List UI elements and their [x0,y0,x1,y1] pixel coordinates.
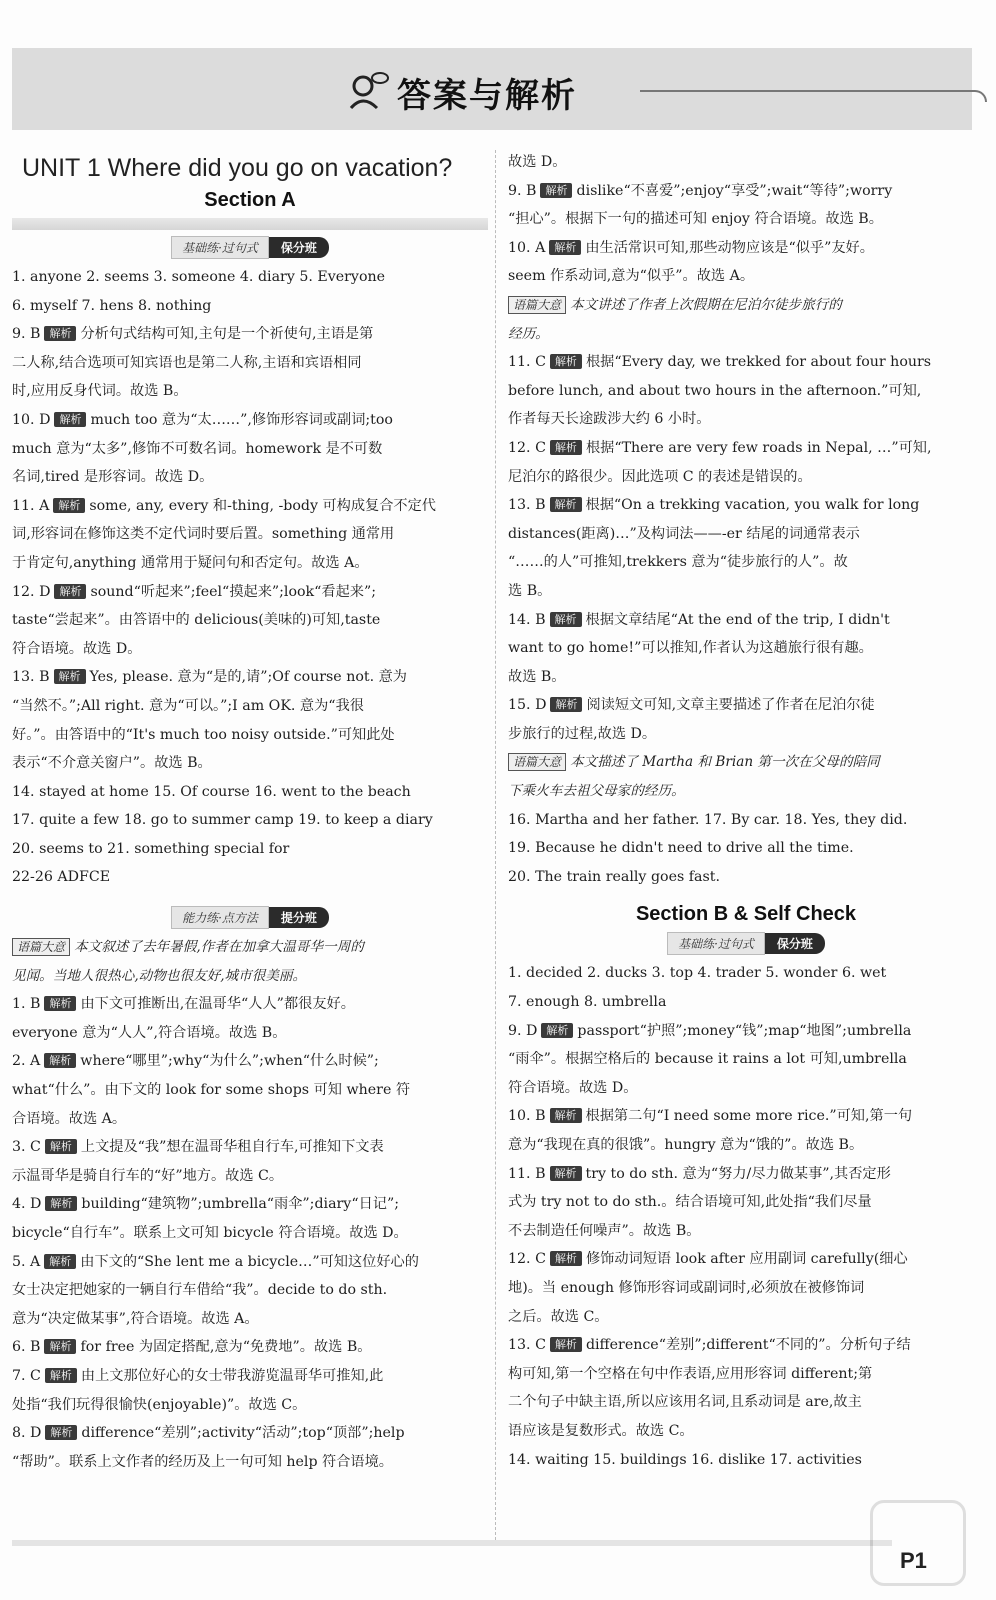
explanation-text: “帮助”。联系上文作者的经历及上一句可知 help 符合语境。 [12,1453,393,1470]
analysis-badge: 解析 [550,612,582,627]
explanation-text: 于肯定句,anything 通常用于疑问句和否定句。故选 A。 [12,554,369,571]
question-number: 6. B [12,1339,41,1356]
explanation-line [508,1217,984,1246]
explanation-text: much 意为“太多”,修饰不可数名词。homework 是不可数 [12,440,383,457]
answer-line: 7. enough 8. umbrella [508,994,667,1011]
explanation-line [12,1190,488,1219]
explanation-line [12,692,488,721]
explanation-line [508,1331,984,1360]
explanation-text: 根据第二句“I need some more rice.”可知,第一句 [585,1108,913,1125]
explanation-line [12,1248,488,1277]
explanation-line [508,177,984,206]
explanation-text: 步旅行的过程,故选 D。 [508,725,657,742]
answer-line: 1. decided 2. ducks 3. top 4. trader 5. wonder 6. wet [508,965,887,982]
question-number: 4. D [12,1196,42,1213]
explanation-text: 根据“Every day, we trekked for about four hours [585,354,932,371]
explanation-line [508,1274,984,1303]
explanation-block [12,990,488,1476]
explanation-text: 处指“我们玩得很愉快(enjoyable)”。故选 C。 [12,1396,307,1413]
explanation-text: 时,应用反身代词。故选 B。 [12,383,188,400]
explanation-line [12,749,488,778]
explanation-block [508,148,984,291]
left-column [12,148,488,1476]
question-number: 12. D [12,583,51,600]
explanation-line [12,990,488,1019]
explanation-text: building“建筑物”;umbrella“雨伞”;diary“日记”; [81,1196,399,1213]
answer-line: 17. quite a few 18. go to summer camp 19. to keep a diary [12,812,433,829]
analysis-badge: 解析 [44,1339,76,1354]
explanation-text: everyone 意为“人人”,符合语境。故选 B。 [12,1024,287,1041]
answer-line: 1. anyone 2. seems 3. someone 4. diary 5. Everyone [12,269,386,285]
explanation-text: 合语境。故选 A。 [12,1110,127,1127]
question-number: 13. B [508,497,546,514]
explanation-text: 意为“决定做某事”,符合语境。故选 A。 [12,1310,259,1327]
analysis-badge: 解析 [550,1108,582,1123]
explanation-text: bicycle“自行车”。联系上文可知 bicycle 符合语境。故选 D。 [12,1225,408,1241]
explanation-block [12,320,488,778]
analysis-badge: 解析 [44,996,76,1011]
analysis-badge: 解析 [540,183,572,198]
practice-tag: 基础练·过句式 保分班 [171,236,329,259]
explanation-text: 由下文可推断出,在温哥华“人人”都很友好。 [80,996,355,1013]
question-number: 11. B [508,1165,546,1182]
explanation-line [508,663,984,692]
explanation-block [508,1017,984,1446]
answer-block [12,263,488,320]
question-number: 9. D [508,1022,538,1039]
explanation-line [508,434,984,463]
explanation-text: 由下文的“She lent me a bicycle…”可知这位好心的 [80,1253,419,1270]
explanation-line [12,1276,488,1305]
answer-block [508,959,984,1016]
analysis-badge: 解析 [54,669,86,684]
explanation-text: dislike“不喜爱”;enjoy“享受”;wait“等待”;worry [576,182,893,199]
explanation-text: 不去制造任何噪声”。故选 B。 [508,1222,701,1239]
question-number: 12. C [508,439,546,456]
explanation-text: 语应该是复数形式。故选 C。 [508,1422,694,1439]
question-number: 11. A [12,497,50,514]
analysis-badge: 解析 [45,1368,77,1383]
analysis-badge: 解析 [45,1139,77,1154]
explanation-line [508,1074,984,1103]
page-title: 答案与解析 [397,76,577,116]
explanation-text: 阅读短文可知,文章主要描述了作者在尼泊尔徒 [586,697,875,714]
explanation-text: for free 为固定搭配,意为“免费地”。故选 B。 [80,1339,372,1356]
explanation-line [12,1219,488,1248]
answer-line: 16. Martha and her father. 17. By car. 18. Yes, they did. [508,811,908,828]
analysis-badge: 解析 [53,498,85,513]
explanation-line [508,377,984,406]
summary-line: 语篇大意 本文叙述了去年暑假,作者在加拿大温哥华一周的 [12,933,488,962]
practice-tag: 能力练·点方法 提分班 [171,906,329,929]
explanation-line [12,349,488,378]
question-number: 3. C [12,1139,41,1156]
thinking-person-icon [347,68,391,112]
question-number: 5. A [12,1253,41,1270]
summary-line: 见闻。当地人很热心,动物也很友好,城市很美丽。 [12,967,307,984]
explanation-text: 之后。故选 C。 [508,1308,609,1325]
answer-line: 14. waiting 15. buildings 16. dislike 17. activities [508,1451,862,1468]
explanation-line [12,406,488,435]
explanation-line [508,577,984,606]
explanation-line [508,691,984,720]
explanation-line [12,1019,488,1048]
explanation-text: some, any, every 和-thing, -body 可构成复合不定代 [89,497,436,514]
answer-block [508,1446,984,1475]
explanation-text: sound“听起来”;feel“摸起来”;look“看起来”; [90,583,376,600]
explanation-line [508,463,984,492]
explanation-line [12,320,488,349]
answer-block [12,778,488,892]
summary-line: 语篇大意 本文讲述了作者上次假期在尼泊尔徒步旅行的 [508,291,984,320]
explanation-line [508,405,984,434]
explanation-line [508,1102,984,1131]
explanation-line [508,548,984,577]
explanation-text: “……的人”可推知,trekkers 意为“徒步旅行的人”。故 [508,554,848,571]
explanation-text: want to go home!”可以推知,作者认为这趟旅行很有趣。 [508,640,873,657]
explanation-line [508,491,984,520]
explanation-line [508,720,984,749]
analysis-badge: 解析 [45,1425,77,1440]
analysis-badge: 解析 [550,497,582,512]
explanation-line [508,1131,984,1160]
explanation-line [508,1245,984,1274]
explanation-line [508,520,984,549]
explanation-line [12,1133,488,1162]
section-title-a: Section A [204,189,296,211]
explanation-text: 词,形容词在修饰这类不定代词时要后置。something 通常用 [12,526,395,543]
question-number: 12. C [508,1251,546,1268]
explanation-text: much too 意为“太……”,修饰形容词或副词;too [90,411,393,428]
answer-line: 14. stayed at home 15. Of course 16. went to the beach [12,783,411,800]
explanation-text: “担心”。根据下一句的描述可知 enjoy 符合语境。故选 B。 [508,211,883,228]
explanation-line [508,1017,984,1046]
analysis-badge: 解析 [44,1053,76,1068]
explanation-line [12,1391,488,1420]
analysis-badge: 解析 [550,1337,582,1352]
explanation-text: 故选 B。 [508,668,566,685]
explanation-line [508,634,984,663]
question-number: 2. A [12,1053,41,1070]
explanation-line [12,1076,488,1105]
explanation-line [12,377,488,406]
explanation-line [12,520,488,549]
explanation-text: Yes, please. 意为“是的,请”;Of course not. 意为 [89,669,407,686]
summary-label: 语篇大意 [508,296,566,314]
explanation-text: seem 作系动词,意为“似乎”。故选 A。 [508,268,755,285]
explanation-text: 上文提及“我”想在温哥华租自行车,可推知下文表 [80,1139,384,1156]
header-banner [12,48,972,130]
explanation-text: difference“差别”;different“不同的”。分析句子结 [585,1337,911,1354]
footer-bar [12,1540,892,1546]
explanation-text: 尼泊尔的路很少。因此选项 C 的表述是错误的。 [508,468,812,485]
practice-tag: 基础练·过句式 保分班 [667,932,825,955]
explanation-text: 根据文章结尾“At the end of the trip, I didn't [585,611,890,628]
explanation-line [508,1417,984,1446]
explanation-line [508,205,984,234]
summary-line: 下乘火车去祖父母家的经历。 [508,783,685,800]
explanation-text: 表示“不介意关窗户”。故选 B。 [12,755,212,772]
question-number: 9. B [508,182,537,199]
answer-line: 22-26 ADFCE [12,869,111,886]
explanation-line [508,1188,984,1217]
analysis-badge: 解析 [44,326,76,341]
explanation-text: 修饰动词短语 look after 应用副词 carefully(细心 [585,1251,908,1268]
explanation-text: what“什么”。由下文的 look for some shops 可知 where 符 [12,1082,411,1099]
explanation-text: 由生活常识可知,那些动物应该是“似乎”友好。 [585,239,874,256]
analysis-badge: 解析 [550,440,582,455]
explanation-line [12,492,488,521]
explanation-text: “雨伞”。根据空格后的 because it rains a lot 可知,umbrella [508,1051,907,1068]
summary-line: 经历。 [508,325,549,342]
page-number: P1 [900,1548,927,1573]
explanation-line [508,1045,984,1074]
summary-label: 语篇大意 [508,753,566,771]
explanation-line [508,606,984,635]
analysis-badge: 解析 [45,1196,77,1211]
explanation-text: 符合语境。故选 D。 [508,1079,638,1096]
explanation-text: before lunch, and about two hours in the afternoon.”可知, [508,382,922,399]
answer-line: 20. seems to 21. something special for [12,840,290,857]
question-number: 13. B [12,669,50,686]
right-column [508,148,984,1474]
analysis-badge: 解析 [550,1251,582,1266]
analysis-badge: 解析 [549,240,581,255]
explanation-text: 分析句式结构可知,主句是一个祈使句,主语是第 [80,326,374,343]
explanation-text: 选 B。 [508,582,552,599]
explanation-text: 作者每天长途跋涉大约 6 小时。 [508,411,711,428]
question-number: 10. A [508,239,546,256]
explanation-line [12,1162,488,1191]
explanation-text: 根据“On a trekking vacation, you walk for long [585,497,920,514]
question-number: 11. C [508,354,546,371]
explanation-block [508,348,984,748]
question-number: 15. D [508,697,547,714]
explanation-text: 女士决定把她家的一辆自行车借给“我”。decide to do sth. [12,1282,388,1299]
explanation-text: try to do sth. 意为“努力/尽力做某事”,其否定形 [585,1165,891,1182]
explanation-text: 地)。当 enough 修饰形容词或副词时,必须放在被修饰词 [508,1279,865,1296]
explanation-line [12,1305,488,1334]
explanation-line [12,1419,488,1448]
explanation-text: 符合语境。故选 D。 [12,640,142,657]
explanation-line [12,1362,488,1391]
explanation-text: 示温哥华是骑自行车的“好”地方。故选 C。 [12,1167,284,1184]
analysis-badge: 解析 [550,354,582,369]
question-number: 10. B [508,1108,546,1125]
question-number: 14. B [508,611,546,628]
explanation-line [508,348,984,377]
explanation-line [12,1448,488,1477]
question-number: 8. D [12,1425,42,1442]
explanation-text: “当然不。”;All right. 意为“可以。”;I am OK. 意为“我很 [12,697,364,714]
analysis-badge: 解析 [54,584,86,599]
explanation-line [12,1105,488,1134]
explanation-line [508,1360,984,1389]
explanation-text: 二个句子中缺主语,所以应该用名词,且系动词是 are,故主 [508,1394,862,1411]
explanation-line [12,463,488,492]
answer-block [508,806,984,892]
explanation-line [508,148,984,177]
explanation-text: 二人称,结合选项可知宾语也是第二人称,主语和宾语相同 [12,354,362,371]
explanation-line [12,606,488,635]
explanation-line [12,1047,488,1076]
answer-line: 6. myself 7. hens 8. nothing [12,297,212,314]
watermark-stamp [870,1500,966,1586]
explanation-text: 构可知,第一个空格在句中作表语,应用形容词 different;第 [508,1365,873,1382]
explanation-line [508,1388,984,1417]
explanation-text: taste“尝起来”。由答语中的 delicious(美味的)可知,taste [12,612,381,629]
explanation-text: 意为“我现在真的很饿”。hungry 意为“饿的”。故选 B。 [508,1137,864,1153]
explanation-line [12,663,488,692]
answer-line: 20. The train really goes fast. [508,868,720,885]
explanation-text: 由上文那位好心的女士带我游览温哥华可推知,此 [80,1367,384,1384]
header-decor-line [640,90,987,102]
question-number: 10. D [12,411,51,428]
column-divider [495,150,496,1545]
analysis-badge: 解析 [550,1166,582,1181]
explanation-line [12,721,488,750]
analysis-badge: 解析 [44,1254,76,1269]
analysis-badge: 解析 [54,412,86,427]
analysis-badge: 解析 [541,1023,573,1038]
explanation-text: where“哪里”;why“为什么”;when“什么时候”; [80,1053,379,1070]
summary-label: 语篇大意 [12,938,70,956]
explanation-line [12,578,488,607]
explanation-line [508,1303,984,1332]
analysis-badge: 解析 [550,697,582,712]
explanation-line [508,234,984,263]
question-number: 1. B [12,996,41,1013]
explanation-line [12,635,488,664]
explanation-text: 名词,tired 是形容词。故选 D。 [12,469,214,486]
question-number: 7. C [12,1367,41,1384]
explanation-line [12,435,488,464]
explanation-text: 故选 D。 [508,154,567,170]
summary-line: 语篇大意 本文描述了 Martha 和 Brian 第一次在父母的陪同 [508,748,984,777]
explanation-line [12,1333,488,1362]
explanation-line [508,262,984,291]
explanation-text: 好。”。由答语中的“It's much too noisy outside.”可知此处 [12,726,395,743]
explanation-line [12,549,488,578]
explanation-text: difference“差别”;activity“活动”;top“顶部”;help [81,1425,405,1442]
section-bar [12,218,488,230]
explanation-text: 根据“There are very few roads in Nepal, …”可知, [585,439,932,456]
unit-title: UNIT 1 Where did you go on vacation? [22,154,453,182]
question-number: 9. B [12,326,41,343]
explanation-line [508,1160,984,1189]
answer-line: 19. Because he didn't need to drive all the time. [508,840,854,857]
explanation-text: 式为 try not to do sth.。结合语境可知,此处指“我们尽量 [508,1194,872,1211]
question-number: 13. C [508,1337,546,1354]
explanation-text: passport“护照”;money“钱”;map“地图”;umbrella [577,1022,912,1039]
explanation-text: distances(距离)…”及构词法——-er 结尾的词通常表示 [508,525,860,542]
section-title-b: Section B & Self Check [635,903,857,926]
